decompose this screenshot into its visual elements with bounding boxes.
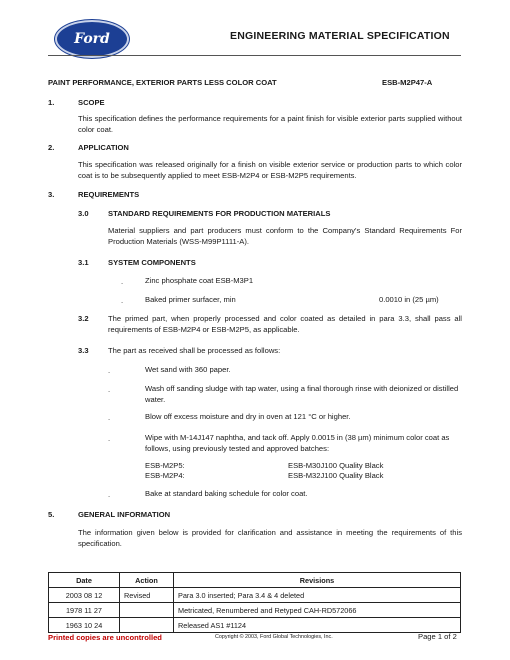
section-3-title: REQUIREMENTS [78,190,140,199]
approved-material: ESB-M30J100 Quality Black [288,461,384,470]
component-bullet: . [121,296,124,305]
section-5-number: 5. [48,510,55,519]
component-zinc-phosphate: Zinc phosphate coat ESB-M3P1 [145,276,254,285]
section-3-number: 3. [48,190,55,199]
section-2-title: APPLICATION [78,143,129,152]
component-primer-thickness: 0.0010 in (25 µm) [379,295,439,304]
section-3-0-title: STANDARD REQUIREMENTS FOR PRODUCTION MATERIALS [108,209,331,218]
revision-date: 1963 10 24 [49,618,120,633]
section-3-3-text: The part as received shall be processed as follows: [108,346,281,355]
revision-date: 1978 11 27 [49,603,120,618]
section-5-title: GENERAL INFORMATION [78,510,171,519]
revision-date: 2003 08 12 [49,588,120,603]
approved-spec: ESB-M2P4: [145,471,185,480]
step-wipe-apply: Wipe with M-14J147 naphtha, and tack off. Apply 0.0015 in (38 µm) minimum color coat as follows, using previously tested and approved batches: [145,433,450,453]
step-bullet: . [108,366,111,375]
step-dry: Blow off excess moisture and dry in oven at 121 °C or higher. [145,412,351,421]
action-header: Action [120,573,174,588]
copyright-notice: Copyright © 2003, Ford Global Technologies, Inc. [215,634,333,640]
section-3-0-text: Material suppliers and part producers must conform to the Company's Standard Requirements For Production Materials (WSS-M99P1111-A). [108,226,462,246]
revision-action [120,618,174,633]
page-number: Page 1 of 2 [418,632,457,641]
section-3-3-number: 3.3 [78,346,89,355]
table-row [49,618,461,633]
document-title: ENGINEERING MATERIAL SPECIFICATION [230,30,450,42]
ford-logo [55,20,129,58]
section-2-number: 2. [48,143,55,152]
component-primer: Baked primer surfacer, min [145,295,236,304]
step-bullet: . [108,413,111,422]
section-1-text: This specification defines the performance requirements for a paint finish for visible exterior parts supplied without color coat. [78,114,462,134]
step-bake: Bake at standard baking schedule for color coat. [145,489,308,498]
approved-material: ESB-M32J100 Quality Black [288,471,384,480]
uncontrolled-notice: Printed copies are uncontrolled [48,633,162,642]
step-wash: Wash off sanding sludge with tap water, using a final thorough rinse with deionized or distilled water. [145,384,459,404]
section-1-number: 1. [48,98,55,107]
revision-action [120,603,174,618]
revision-header-row [49,573,461,588]
section-3-1-number: 3.1 [78,258,89,267]
table-row [49,588,461,603]
component-bullet: . [121,277,124,286]
revision-table [48,572,461,633]
revisions-header: Revisions [174,573,461,588]
section-3-1-title: SYSTEM COMPONENTS [108,258,196,267]
spec-number: ESB-M2P47-A [382,78,433,87]
spec-name: PAINT PERFORMANCE, EXTERIOR PARTS LESS COLOR COAT [48,78,277,87]
revision-description: Para 3.0 inserted; Para 3.4 & 4 deleted [174,588,461,603]
section-3-0-number: 3.0 [78,209,89,218]
revision-description: Metricated, Renumbered and Retyped CAH-RD572066 [174,603,461,618]
section-2-text: This specification was released originally for a finish on visible exterior service or production parts to which color coat is to be subsequently applied to meet ESB-M2P4 or ESB-M2P5 requirements. [78,160,462,180]
table-row [49,603,461,618]
step-wet-sand: Wet sand with 360 paper. [145,365,231,374]
revision-action: Revised [120,588,174,603]
step-bullet: . [108,434,111,443]
approved-spec: ESB-M2P5: [145,461,185,470]
revision-description: Released AS1 #1124 [174,618,461,633]
step-bullet: . [108,385,111,394]
header-rule [48,55,461,56]
step-bullet: . [108,490,111,499]
date-header: Date [49,573,120,588]
section-3-2-text: The primed part, when properly processed and color coated as detailed in para 3.3, shall pass all requirements of ESB-M2P4 or ESB-M2P5, as applicable. [108,314,462,334]
section-3-2-number: 3.2 [78,314,89,323]
section-1-title: SCOPE [78,98,105,107]
section-5-text: The information given below is provided for clarification and assistance in meeting the requirements of this specification. [78,528,462,548]
logo-text: Ford [74,31,110,47]
